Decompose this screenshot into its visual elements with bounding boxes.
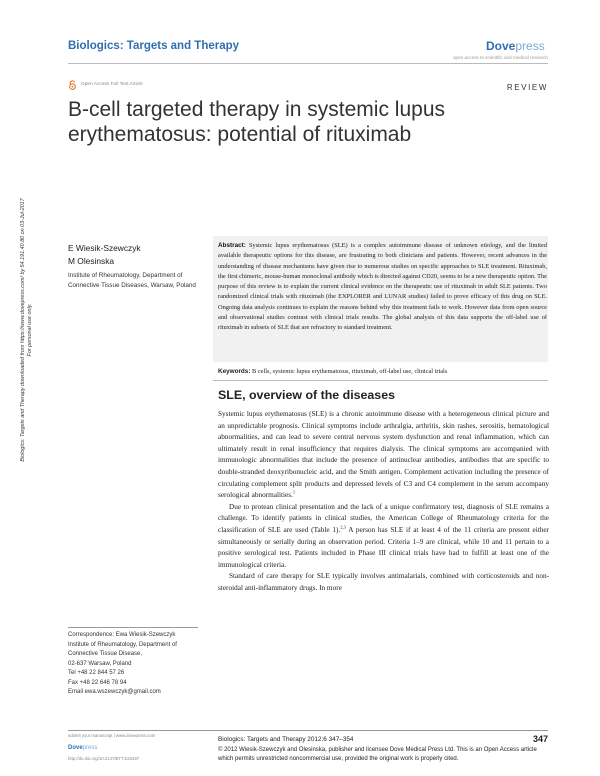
body-paragraph bbox=[218, 571, 549, 594]
keywords bbox=[218, 367, 547, 377]
keywords-list: B cells, systemic lupus erythematosus, rituximab, off-label use, clinical trials bbox=[252, 368, 448, 375]
download-notice bbox=[20, 140, 34, 520]
page-number: 347 bbox=[532, 734, 548, 744]
doi-link[interactable]: http://dx.doi.org/10.2147/BTT.S23497 bbox=[68, 756, 140, 761]
journal-citation: Biologics: Targets and Therapy 2012:6 347–354 bbox=[218, 736, 354, 743]
abstract bbox=[218, 241, 547, 334]
submit-manuscript-link[interactable]: submit your manuscript | www.dovepress.com bbox=[68, 733, 156, 738]
footer-logo-bold: Dove bbox=[68, 745, 83, 751]
citation-ref[interactable]: 1 bbox=[292, 489, 296, 495]
body-paragraph bbox=[218, 502, 549, 572]
footer-divider bbox=[68, 730, 548, 731]
author-name: M Olesinska bbox=[68, 256, 115, 266]
license-notice: © 2012 Wiesik-Szewczyk and Olesinska, publisher and licensee Dove Medical Press Ltd. This is an Open Access article which permits unrestricted noncommercial use, provided the original work is properly cited. bbox=[218, 747, 537, 762]
author-list bbox=[68, 242, 141, 268]
paragraph-text: A person has SLE if at least 4 of the 11 criteria are present either simultaneously or serially during an observation period. Criteria 1–9 are clinical, while 10 and 11 pertain to a positive serological test. Patients included in Phase III clinical trials have had to fulfill at least one of the immunological criteria. bbox=[218, 525, 549, 569]
keywords-label: Keywords: bbox=[218, 368, 251, 375]
download-notice-line2: For personal use only. bbox=[27, 303, 33, 357]
publisher-logo-light: press bbox=[515, 39, 545, 53]
paragraph-text: Due to protean clinical presentation and the lack of a unique confirmatory test, diagnosis of SLE remains a challenge. To identify patients in clinical studies, the American College of Rheumatology criteria for the classification of SLE are used (Table 1). bbox=[218, 502, 549, 534]
publisher-logo-bold: Dove bbox=[486, 39, 516, 53]
correspondence-divider bbox=[68, 627, 198, 628]
header-divider bbox=[68, 63, 548, 64]
section-body bbox=[218, 409, 549, 595]
section-heading: SLE, overview of the diseases bbox=[218, 388, 395, 402]
correspondence-line: 02-637 Warsaw, Poland bbox=[68, 660, 132, 667]
correspondence-line: Tel +48 22 844 57 26 bbox=[68, 670, 125, 676]
correspondence-line: Institute of Rheumatology, Department of Connective Tissue Disease, bbox=[68, 641, 177, 657]
footer-publisher-logo[interactable] bbox=[68, 745, 97, 751]
paragraph-text: Systemic lupus erythematosus (SLE) is a chronic autoimmune disease with a heterogeneous clinical picture and an unpredictable prognosis. Clinical symptoms include arthralgia, arthritis, skin rashes, serositis, hematological abnormalities, and can lead to severe central nervous system dysfunction and renal inflammation, which can ultimately result in renal insufficiency that requires dialysis. The clinical symptoms are accompanied with immunologic abnormalities that include the presence of antinuclear antibodies, antibodies that are specific to double-stranded deoxyribonucleic acid, and the Smith antigen. Complement activation including the presence of circulating complement split products and depressed levels of C3 and C4 complement in the serum accompany serological abnormalities. bbox=[218, 410, 549, 500]
correspondence-line: Fax +48 22 646 78 94 bbox=[68, 679, 127, 686]
publisher-logo[interactable] bbox=[486, 39, 545, 53]
footer-logo-light: press bbox=[82, 745, 98, 751]
article-type-label: REVIEW bbox=[506, 83, 548, 92]
download-notice-line1: Biologics: Targets and Therapy downloaded from https://www.dovepress.com/ by 54.191.40.80 on 03-Jul-2017 bbox=[20, 198, 26, 462]
publisher-tagline: open access to scientific and medical research bbox=[453, 55, 548, 60]
correspondence-label: Correspondence: Ewa Wiesik-Szewczyk bbox=[68, 632, 176, 638]
correspondence-block bbox=[68, 631, 208, 698]
author-name: E Wiesik-Szewczyk bbox=[68, 243, 141, 253]
open-access-label: Open Access Full Text Article bbox=[81, 82, 143, 87]
keywords-divider bbox=[213, 380, 548, 381]
journal-title: Biologics: Targets and Therapy bbox=[68, 40, 240, 52]
article-title: B-cell targeted therapy in systemic lupus erythematosus: potential of rituximab bbox=[68, 98, 446, 146]
correspondence-email[interactable]: Email ewa.wszewczyk@gmail.com bbox=[68, 689, 161, 695]
abstract-body: Systemic lupus erythematosus (SLE) is a complex autoimmune disease of unknown etiology, and the limited available therapeutic options for this disease, are frustrating to both clinicians and patients. However, recent advances in the understanding of disease mechanisms have given rise to numerous studies on specific approaches to SLE treatment. Rituximab, the first chimeric, mouse-human monoclonal antibody which is directed against CD20, seems to be a new therapeutic option. The purpose of this review is to explain the current clinical evidence on the therapeutic use of rituximab in adult SLE patients. Two randomized clinical trials with rituximab (the EXPLORER and LUNAR studies) failed to prove efficacy of this drug on SLE. Ongoing data analysis continues to explain the reasons behind why this treatment fails to work. However data from open source and observational studies contrast with clinical trials results. The global analysis of this data supports the off-label use of rituximab in subsets of SLE that are refractory to standard treatment. bbox=[218, 242, 547, 332]
abstract-label: Abstract: bbox=[218, 242, 246, 249]
author-affiliation: Institute of Rheumatology, Department of Connective Tissue Diseases, Warsaw, Poland bbox=[68, 272, 196, 289]
citation-ref[interactable]: 2,3 bbox=[340, 524, 346, 530]
open-access-lock-icon bbox=[68, 80, 77, 90]
paragraph-text: Standard of care therapy for SLE typically involves antimalarials, combined with corticosteroids and non-steroidal anti-inflammatory drugs. In more bbox=[218, 572, 549, 592]
body-paragraph bbox=[218, 409, 549, 502]
